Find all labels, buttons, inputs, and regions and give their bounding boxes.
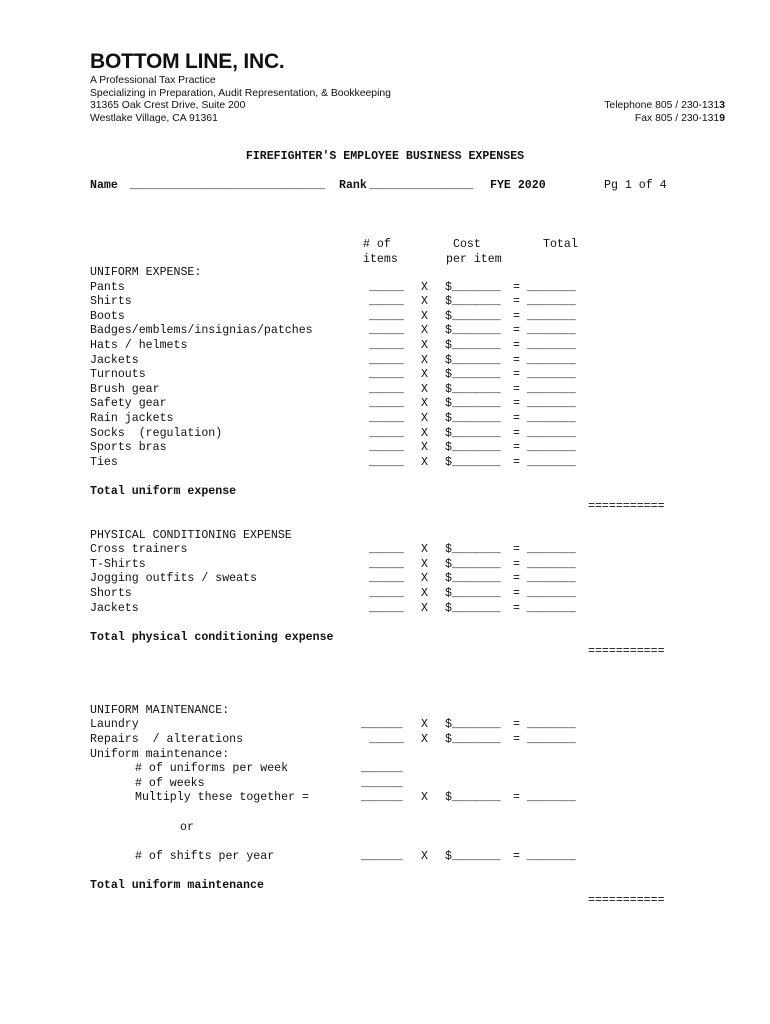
- qty-input[interactable]: _____: [369, 382, 404, 396]
- qty-input[interactable]: _____: [369, 280, 404, 294]
- cost-input[interactable]: $_______: [445, 411, 501, 425]
- name-label: Name: [90, 179, 118, 192]
- item-label: Badges/emblems/insignias/patches: [90, 324, 313, 338]
- equals-sign: =: [513, 543, 520, 557]
- uniform-header: UNIFORM EXPENSE:: [90, 266, 202, 279]
- repairs-row: [90, 733, 576, 748]
- times-sign: X: [421, 411, 428, 425]
- cost-input[interactable]: $_______: [445, 733, 501, 746]
- col-total: Total: [543, 238, 578, 251]
- total-input[interactable]: _______: [527, 587, 576, 601]
- uniform-maintenance-subheader: Uniform maintenance:: [90, 747, 230, 761]
- item-label: Jackets: [90, 601, 139, 615]
- physical-total-line[interactable]: ===========: [588, 645, 665, 659]
- item-label: Socks (regulation): [90, 426, 223, 440]
- item-label: Shirts: [90, 295, 132, 309]
- qty-input[interactable]: _____: [369, 397, 404, 411]
- cost-input[interactable]: $_______: [445, 382, 501, 396]
- total-input[interactable]: _______: [527, 733, 576, 746]
- total-input[interactable]: _______: [527, 280, 576, 294]
- item-label: Hats / helmets: [90, 338, 188, 352]
- times-sign: X: [421, 280, 428, 294]
- qty-input[interactable]: _____: [369, 368, 404, 382]
- qty-input[interactable]: ______: [361, 849, 403, 863]
- equals-sign: =: [513, 353, 520, 367]
- fax-last-digit: 9: [719, 112, 725, 124]
- qty-input[interactable]: ______: [361, 776, 403, 790]
- qty-input[interactable]: ______: [361, 762, 403, 776]
- total-input[interactable]: _______: [527, 397, 576, 411]
- item-label: Safety gear: [90, 397, 167, 411]
- physical-total-label: Total physical conditioning expense: [90, 630, 334, 644]
- company-fax: [635, 113, 725, 124]
- expense-row: [90, 382, 576, 398]
- qty-input[interactable]: _____: [369, 338, 404, 352]
- expense-row: [90, 295, 576, 310]
- times-sign: X: [421, 441, 428, 455]
- company-specialty: Specializing in Preparation, Audit Representation, & Bookkeeping: [90, 87, 391, 99]
- cost-input[interactable]: $_______: [445, 557, 501, 571]
- times-sign: X: [421, 587, 428, 601]
- equals-sign: =: [513, 557, 520, 571]
- multiply-label: Multiply these together =: [135, 791, 309, 805]
- equals-sign: =: [513, 426, 520, 440]
- equals-sign: =: [513, 397, 520, 411]
- qty-input[interactable]: _____: [369, 426, 404, 440]
- physical-header: PHYSICAL CONDITIONING EXPENSE: [90, 528, 292, 542]
- times-sign: X: [421, 557, 428, 571]
- expense-row: [90, 411, 576, 427]
- cost-input[interactable]: $_______: [445, 587, 501, 601]
- times-sign: X: [421, 353, 428, 367]
- total-input[interactable]: _______: [527, 791, 576, 805]
- cost-input[interactable]: $_______: [445, 601, 501, 615]
- item-label: Rain jackets: [90, 411, 174, 425]
- expense-row: [90, 543, 576, 558]
- expense-row: [90, 280, 576, 296]
- company-telephone: [604, 100, 725, 111]
- total-input[interactable]: _______: [527, 338, 576, 352]
- laundry-label: Laundry: [90, 718, 139, 732]
- total-input[interactable]: _______: [527, 295, 576, 309]
- qty-input[interactable]: _____: [369, 587, 404, 601]
- times-sign: X: [421, 382, 428, 396]
- equals-sign: =: [513, 309, 520, 323]
- cost-input[interactable]: $_______: [445, 295, 501, 309]
- item-label: Pants: [90, 280, 125, 294]
- expense-row: [90, 557, 576, 573]
- laundry-row: [90, 718, 576, 733]
- cost-input[interactable]: $_______: [445, 426, 501, 440]
- weeks-row: [90, 776, 403, 792]
- item-label: Shorts: [90, 587, 132, 601]
- or-label: or: [180, 820, 194, 834]
- total-input[interactable]: _______: [527, 411, 576, 425]
- total-input[interactable]: _______: [527, 382, 576, 396]
- times-sign: X: [421, 791, 428, 805]
- form-title: FIREFIGHTER'S EMPLOYEE BUSINESS EXPENSES: [245, 150, 525, 163]
- times-sign: X: [421, 397, 428, 411]
- qty-input[interactable]: _____: [369, 557, 404, 571]
- expense-form-body: [90, 266, 665, 908]
- times-sign: X: [421, 849, 428, 863]
- item-label: Brush gear: [90, 382, 160, 396]
- expense-row: [90, 587, 576, 602]
- shifts-row: [90, 849, 576, 865]
- equals-sign: =: [513, 280, 520, 294]
- total-input[interactable]: _______: [527, 572, 576, 586]
- uniform-total-label: Total uniform expense: [90, 484, 237, 498]
- cost-input[interactable]: $_______: [445, 543, 501, 557]
- equals-sign: =: [513, 718, 520, 732]
- expense-row: [90, 426, 576, 442]
- maintenance-total-line[interactable]: ===========: [588, 893, 665, 907]
- equals-sign: =: [513, 441, 520, 455]
- company-tagline: A Professional Tax Practice: [90, 75, 216, 86]
- qty-input[interactable]: _____: [369, 543, 404, 557]
- qty-input[interactable]: _____: [369, 324, 404, 338]
- equals-sign: =: [513, 572, 520, 586]
- rank-field[interactable]: _______________: [369, 179, 474, 192]
- item-label: Jackets: [90, 353, 139, 367]
- item-label: Boots: [90, 309, 125, 323]
- equals-sign: =: [513, 338, 520, 352]
- maintenance-header: UNIFORM MAINTENANCE:: [90, 703, 230, 717]
- total-input[interactable]: _______: [527, 601, 576, 615]
- qty-input[interactable]: _____: [369, 309, 404, 323]
- expense-row: [90, 572, 576, 587]
- col-items-line1: # of: [363, 238, 391, 251]
- cost-input[interactable]: $_______: [445, 455, 501, 469]
- expense-row: [90, 455, 576, 471]
- cost-input[interactable]: $_______: [445, 441, 501, 455]
- item-label: T-Shirts: [90, 557, 146, 571]
- item-label: Sports bras: [90, 441, 167, 455]
- times-sign: X: [421, 601, 428, 615]
- item-label: Cross trainers: [90, 543, 188, 557]
- qty-input[interactable]: ______: [361, 791, 403, 805]
- cost-input[interactable]: $_______: [445, 309, 501, 323]
- equals-sign: =: [513, 411, 520, 425]
- times-sign: X: [421, 733, 428, 746]
- cost-input[interactable]: $_______: [445, 849, 501, 863]
- repairs-label: Repairs / alterations: [90, 733, 244, 746]
- expense-row: [90, 368, 576, 383]
- times-sign: X: [421, 324, 428, 338]
- equals-sign: =: [513, 733, 520, 746]
- equals-sign: =: [513, 791, 520, 805]
- qty-input[interactable]: _____: [369, 601, 404, 615]
- qty-input[interactable]: ______: [361, 718, 403, 732]
- item-label: Turnouts: [90, 368, 146, 382]
- equals-sign: =: [513, 382, 520, 396]
- col-cost-line2: per item: [446, 253, 502, 266]
- equals-sign: =: [513, 455, 520, 469]
- telephone-last-digit: 3: [719, 100, 725, 111]
- fax-prefix: Fax 805 / 230-131: [634, 112, 720, 124]
- equals-sign: =: [513, 849, 520, 863]
- cost-input[interactable]: $_______: [445, 280, 501, 294]
- qty-input[interactable]: _____: [369, 441, 404, 455]
- qty-input[interactable]: _____: [369, 353, 404, 367]
- total-input[interactable]: _______: [527, 718, 576, 732]
- shifts-label: # of shifts per year: [135, 849, 275, 863]
- total-input[interactable]: _______: [527, 324, 576, 338]
- per-week-label: # of uniforms per week: [135, 762, 289, 776]
- equals-sign: =: [513, 601, 520, 615]
- uniform-list: [90, 280, 576, 471]
- company-name: BOTTOM LINE, INC.: [90, 50, 285, 73]
- cost-input[interactable]: $_______: [445, 324, 501, 338]
- company-address-street: 31365 Oak Crest Drive, Suite 200: [90, 100, 246, 111]
- col-cost-line1: Cost: [453, 238, 481, 251]
- total-input[interactable]: _______: [527, 353, 576, 367]
- cost-input[interactable]: $_______: [445, 338, 501, 352]
- equals-sign: =: [513, 324, 520, 338]
- cost-input[interactable]: $_______: [445, 397, 501, 411]
- total-input[interactable]: _______: [527, 849, 576, 863]
- total-input[interactable]: _______: [527, 309, 576, 323]
- expense-row: [90, 441, 576, 456]
- per-week-row: [90, 762, 403, 777]
- multiply-row: [90, 791, 576, 806]
- name-field[interactable]: ____________________________: [130, 179, 325, 192]
- fye-label: FYE 2020: [490, 179, 546, 192]
- total-input[interactable]: _______: [527, 441, 576, 455]
- times-sign: X: [421, 295, 428, 309]
- equals-sign: =: [513, 368, 520, 382]
- equals-sign: =: [513, 587, 520, 601]
- times-sign: X: [421, 572, 428, 586]
- times-sign: X: [421, 718, 428, 732]
- total-input[interactable]: _______: [527, 368, 576, 382]
- times-sign: X: [421, 338, 428, 352]
- total-input[interactable]: _______: [527, 426, 576, 440]
- uniform-total-line[interactable]: ===========: [588, 499, 665, 513]
- total-input[interactable]: _______: [527, 455, 576, 469]
- total-input[interactable]: _______: [527, 557, 576, 571]
- expense-row: [90, 397, 576, 412]
- expense-row: [90, 601, 576, 617]
- company-address-city: Westlake Village, CA 91361: [90, 112, 218, 124]
- expense-row: [90, 309, 576, 325]
- expense-row: [90, 338, 576, 354]
- times-sign: X: [421, 543, 428, 557]
- times-sign: X: [421, 426, 428, 440]
- cost-input[interactable]: $_______: [445, 368, 501, 382]
- maintenance-total-label: Total uniform maintenance: [90, 878, 264, 892]
- total-input[interactable]: _______: [527, 543, 576, 557]
- cost-input[interactable]: $_______: [445, 791, 501, 805]
- qty-input[interactable]: _____: [369, 295, 404, 309]
- qty-input[interactable]: _____: [369, 733, 404, 746]
- expense-row: [90, 353, 576, 369]
- qty-input[interactable]: _____: [369, 411, 404, 425]
- times-sign: X: [421, 309, 428, 323]
- times-sign: X: [421, 368, 428, 382]
- physical-list: [90, 543, 576, 616]
- qty-input[interactable]: _____: [369, 455, 404, 469]
- cost-input[interactable]: $_______: [445, 572, 501, 586]
- telephone-prefix: Telephone 805 / 230-131: [604, 100, 720, 111]
- equals-sign: =: [513, 295, 520, 309]
- cost-input[interactable]: $_______: [445, 353, 501, 367]
- expense-row: [90, 324, 576, 339]
- weeks-label: # of weeks: [135, 776, 205, 790]
- rank-label: Rank: [339, 179, 367, 192]
- page-number: Pg 1 of 4: [604, 179, 667, 192]
- qty-input[interactable]: _____: [369, 572, 404, 586]
- item-label: Ties: [90, 455, 118, 469]
- cost-input[interactable]: $_______: [445, 718, 501, 732]
- times-sign: X: [421, 455, 428, 469]
- col-items-line2: items: [363, 253, 398, 266]
- item-label: Jogging outfits / sweats: [90, 572, 257, 586]
